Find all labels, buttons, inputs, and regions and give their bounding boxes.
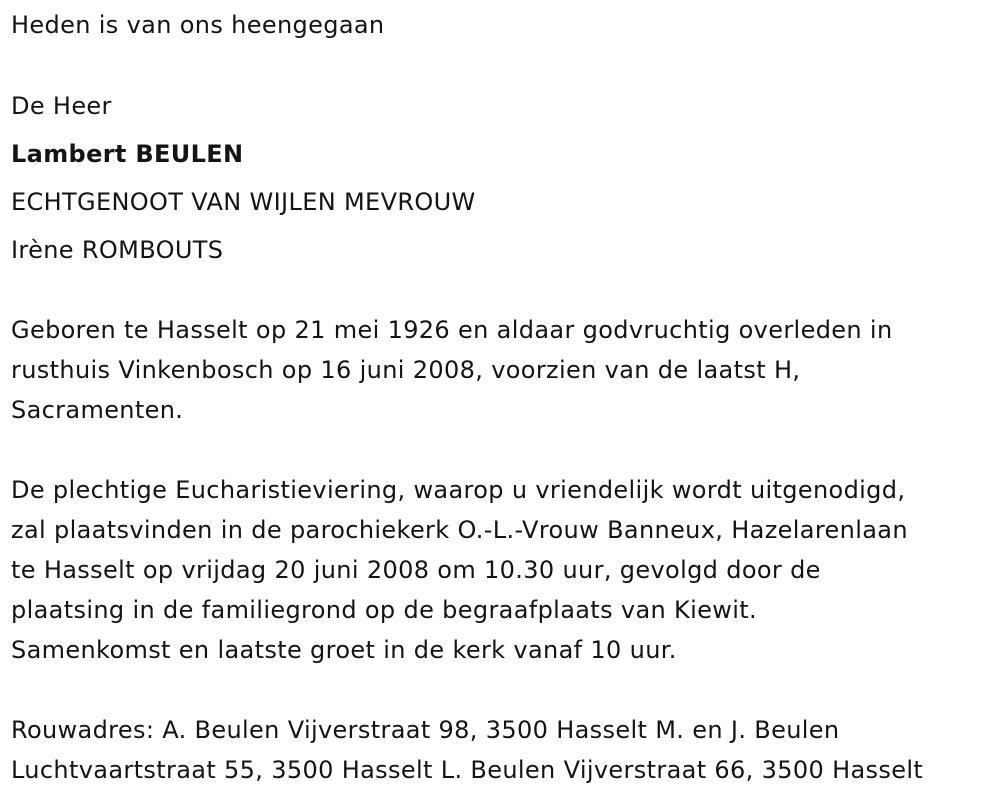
ceremony-line-4: plaatsing in de familiegrond op de begraafplaats van Kiewit. (11, 596, 758, 624)
ceremony-line-3: te Hasselt op vrijdag 20 juni 2008 om 10.30 uur, gevolgd door de (11, 556, 821, 584)
address-line-1: Rouwadres: A. Beulen Vijverstraat 98, 3500 Hasselt M. en J. Beulen (11, 716, 840, 744)
intro-text: Heden is van ons heengegaan (11, 11, 385, 39)
spouse-line: ECHTGENOOT VAN WIJLEN MEVROUW (11, 188, 476, 216)
deceased-name: Lambert BEULEN (11, 140, 244, 168)
ceremony-line-5: Samenkomst en laatste groet in de kerk vanaf 10 uur. (11, 636, 677, 664)
address-line-2: Luchtvaartstraat 55, 3500 Hasselt L. Beulen Vijverstraat 66, 3500 Hasselt (11, 756, 924, 784)
birth-death-line-2: rusthuis Vinkenbosch op 16 juni 2008, voorzien van de laatst H, (11, 356, 801, 384)
birth-death-line-3: Sacramenten. (11, 396, 184, 424)
honorific: De Heer (11, 92, 112, 120)
ceremony-line-2: zal plaatsvinden in de parochiekerk O.-L.-Vrouw Banneux, Hazelarenlaan (11, 516, 908, 544)
spouse-name: Irène ROMBOUTS (11, 236, 224, 264)
ceremony-line-1: De plechtige Eucharistieviering, waarop u vriendelijk wordt uitgenodigd, (11, 476, 906, 504)
birth-death-line-1: Geboren te Hasselt op 21 mei 1926 en aldaar godvruchtig overleden in (11, 316, 893, 344)
